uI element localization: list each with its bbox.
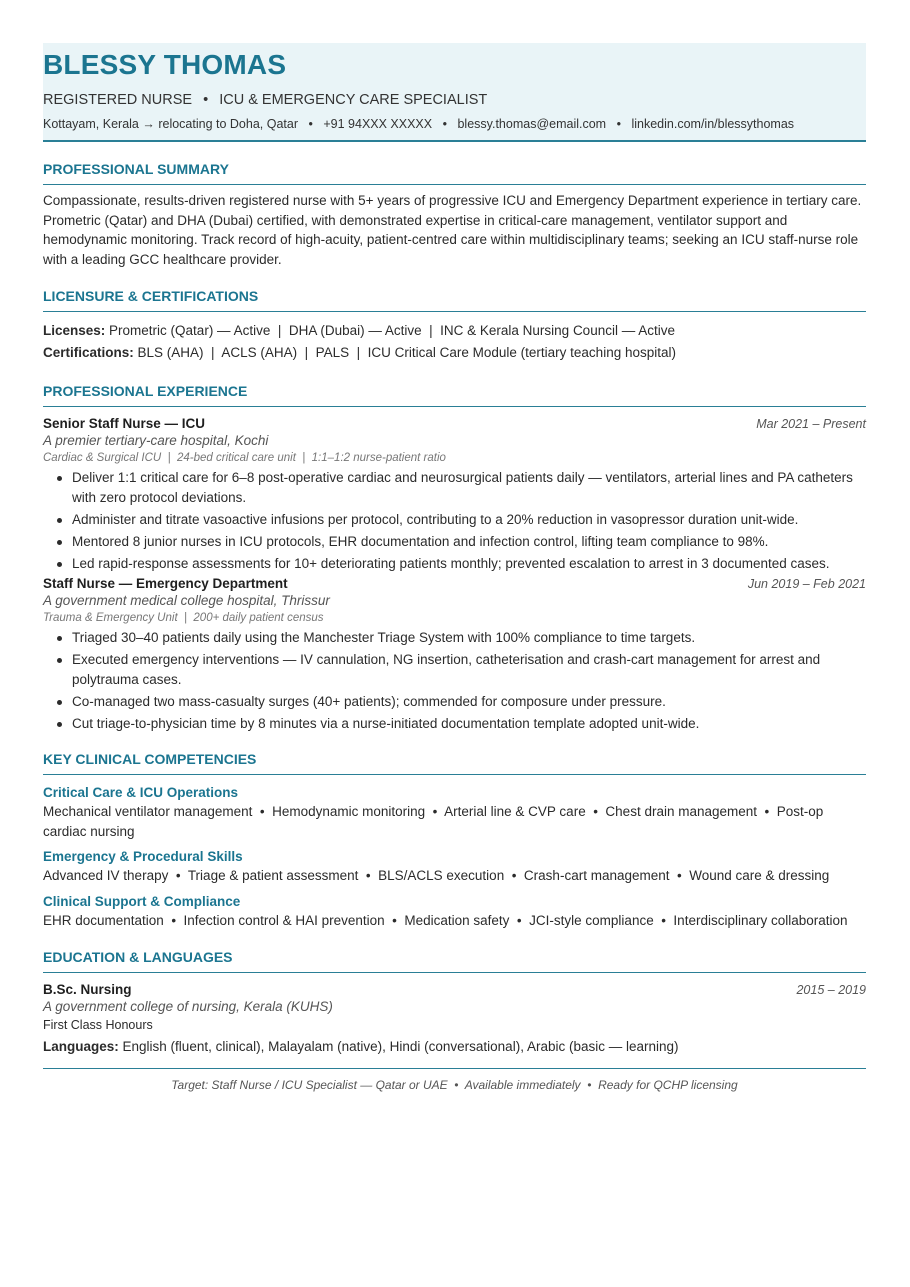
certifications-value: BLS (AHA) | ACLS (AHA) | PALS | ICU Critical Care Module (tertiary teaching hospital) <box>137 345 676 360</box>
separator-dot: • <box>203 92 209 108</box>
job-role: Senior Staff Nurse — ICU <box>43 416 206 431</box>
list-item: Deliver 1:1 critical care for 6–8 post-operative cardiac and neurosurgical patients daily — ventilators, arterial lines and PA catheters with zero protocol deviations. <box>43 468 866 508</box>
licenses-label: Licenses: <box>43 323 106 338</box>
competency-title: Critical Care & ICU Operations <box>43 785 239 800</box>
education-header <box>43 982 866 997</box>
summary-section <box>43 161 866 269</box>
headline <box>43 91 866 109</box>
competencies-section <box>43 751 866 930</box>
list-item: Co-managed two mass-casualty surges (40+ patients); commended for composure under pressure. <box>43 692 866 712</box>
contact-linkedin[interactable]: linkedin.com/in/blessythomas <box>631 117 795 131</box>
licenses-value: Prometric (Qatar) — Active | DHA (Dubai) — Active | INC & Kerala Nursing Council — Active <box>109 323 675 338</box>
footer-note: Target: Staff Nurse / ICU Specialist — Qatar or UAE • Available immediately • Ready for QCHP licensing <box>171 1078 738 1092</box>
separator-dot: • <box>616 117 621 131</box>
list-item: Executed emergency interventions — IV cannulation, NG insertion, catheterisation and crash-cart management for arrest and polytrauma cases. <box>43 650 866 690</box>
competency-group <box>43 784 866 841</box>
licensure-section <box>43 288 866 364</box>
degree: B.Sc. Nursing <box>43 982 132 997</box>
languages-line <box>43 1037 866 1057</box>
job-dates: Jun 2019 – Feb 2021 <box>747 577 866 591</box>
section-title-summary: PROFESSIONAL SUMMARY <box>43 161 866 185</box>
competency-title: Emergency & Procedural Skills <box>43 849 243 864</box>
languages-label: Languages: <box>43 1039 119 1054</box>
list-item: Triaged 30–40 patients daily using the Manchester Triage System with 100% compliance to time targets. <box>43 628 866 648</box>
licenses-line <box>43 320 866 342</box>
section-title-education: EDUCATION & LANGUAGES <box>43 949 866 973</box>
job-unit: Cardiac & Surgical ICU | 24-bed critical care unit | 1:1–1:2 nurse-patient ratio <box>43 452 446 464</box>
education-dates: 2015 – 2019 <box>796 983 866 997</box>
footer-divider <box>43 1068 866 1069</box>
section-title-competencies: KEY CLINICAL COMPETENCIES <box>43 751 866 775</box>
summary-text: Compassionate, results-driven registered nurse with 5+ years of progressive ICU and Emergency Department experience in tertiary care. Prometric (Qatar) and DHA (Dubai) certified, with demonstrated expertise in critical-care management, ventilator support and hemodynamic monitoring. Track record of high-acuity, patient-centred care within multidisciplinary teams; seeking an ICU staff-nurse role with a leading GCC healthcare provider. <box>43 193 862 267</box>
job-role: Staff Nurse — Emergency Department <box>43 576 288 591</box>
contact-phone[interactable]: +91 94XXX XXXXX <box>323 117 433 131</box>
list-item: Mentored 8 junior nurses in ICU protocols, EHR documentation and infection control, lifting team compliance to 98%. <box>43 532 866 552</box>
list-item: Cut triage-to-physician time by 8 minutes via a nurse-initiated documentation template adopted unit-wide. <box>43 714 866 734</box>
competency-title: Clinical Support & Compliance <box>43 893 241 909</box>
job-entry <box>43 576 866 734</box>
job-employer: A government medical college hospital, Thrissur <box>43 593 330 608</box>
contact-line <box>43 116 866 132</box>
experience-section <box>43 383 866 734</box>
languages-value: English (fluent, clinical), Malayalam (native), Hindi (conversational), Arabic (basic — learning) <box>122 1039 679 1054</box>
contact-location: Kottayam, Kerala → relocating to Doha, Qatar <box>43 117 298 131</box>
competency-group <box>43 848 866 886</box>
school: A government college of nursing, Kerala (KUHS) <box>43 999 333 1014</box>
separator-dot: • <box>442 117 447 131</box>
job-dates: Mar 2021 – Present <box>756 417 866 431</box>
competency-items: Advanced IV therapy • Triage & patient assessment • BLS/ACLS execution • Crash-cart management • Wound care & dressing <box>43 868 830 883</box>
section-title-experience: PROFESSIONAL EXPERIENCE <box>43 383 866 407</box>
job-unit: Trauma & Emergency Unit | 200+ daily patient census <box>43 612 324 624</box>
candidate-name: BLESSY THOMAS <box>43 49 287 80</box>
certifications-line <box>43 342 866 364</box>
job-entry <box>43 416 866 574</box>
section-title-licensure: LICENSURE & CERTIFICATIONS <box>43 288 866 312</box>
separator-dot: • <box>308 117 313 131</box>
education-section <box>43 949 866 1057</box>
headline-specialty: ICU & EMERGENCY CARE SPECIALIST <box>219 92 488 108</box>
honours: First Class Honours <box>43 1018 153 1032</box>
job-bullets <box>43 628 866 734</box>
certifications-label: Certifications: <box>43 345 134 360</box>
job-header <box>43 576 866 591</box>
competency-items: EHR documentation • Infection control & HAI prevention • Medication safety • JCI-style compliance • Interdisciplinary collaboration <box>43 912 848 928</box>
competency-items: Mechanical ventilator management • Hemodynamic monitoring • Arterial line & CVP care • Chest drain management • Post-op cardiac nursing <box>43 804 828 839</box>
job-bullets <box>43 468 866 574</box>
contact-email[interactable]: blessy.thomas@email.com <box>457 117 607 131</box>
headline-role: REGISTERED NURSE <box>43 92 193 108</box>
list-item: Administer and titrate vasoactive infusions per protocol, contributing to a 20% reduction in vasopressor duration unit-wide. <box>43 510 866 530</box>
job-header <box>43 416 866 431</box>
competency-group <box>43 893 866 931</box>
resume-header <box>43 43 866 142</box>
job-employer: A premier tertiary-care hospital, Kochi <box>43 433 269 448</box>
list-item: Led rapid-response assessments for 10+ deteriorating patients monthly; prevented escalation to arrest in 3 documented cases. <box>43 554 866 574</box>
